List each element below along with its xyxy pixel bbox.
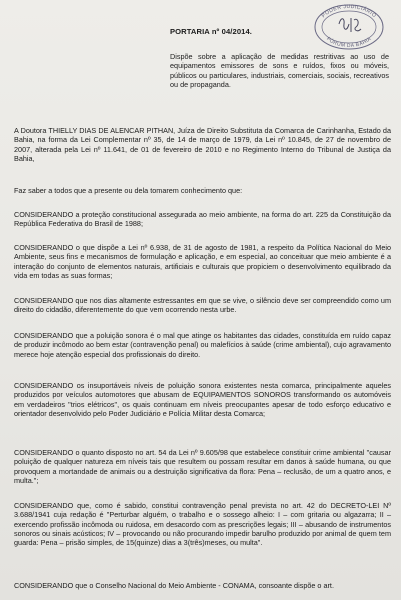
considerando-8: CONSIDERANDO que o Conselho Nacional do Meio Ambiente - CONAMA, consoante dispõe o art. bbox=[14, 581, 334, 590]
svg-text:PODER JUDICIÁRIO: PODER JUDICIÁRIO bbox=[320, 3, 378, 20]
considerando-1: CONSIDERANDO a proteção constitucional assegurada ao meio ambiente, na forma do art. 225 da Constituição da República Federativa do Brasil de 1988; bbox=[14, 210, 391, 229]
ementa-paragraph: Dispõe sobre a aplicação de medidas restritivas ao uso de equipamentos emissores de sons e ruídos, fixos ou móveis, públicos ou particulares, industriais, comerciais, sociais, recreativos ou de propaganda. bbox=[170, 52, 389, 90]
considerando-5: CONSIDERANDO os insuportáveis níveis de poluição sonora existentes nesta comarca, principalmente aqueles produzidos por veículos automotores que abusam de EQUIPAMENTOS SONOROS transformando os automóveis em verdadeiros "trios elétricos", os quais continuam em níveis preocupantes apesar de todo esforço educativo e orientador desenvolvido pelo Poder Judiciário e Polícia Militar desta Comarca; bbox=[14, 381, 391, 418]
considerando-7: CONSIDERANDO que, como é sabido, constitui contravenção penal prevista no art. 42 do DECRETO-LEI Nº 3.688/1941 cuja redação é "Perturbar alguém, o trabalho e o sossego alheio: I – com gritaria ou algazarra; II – exercendo profissão incômoda ou ruidosa, em desacordo com as prescrições legais; III – abusando de instrumentos sonoros ou sinais acústicos; IV – provocando ou não procurando impedir barulho produzido por animal de quem tem guarda: Pena – prisão simples, de 15(quinze) dias a 3(três)meses, ou multa". bbox=[14, 501, 391, 548]
page-title: PORTARIA nº 04/2014. bbox=[170, 27, 253, 36]
considerando-2: CONSIDERANDO o que dispõe a Lei nº 6.938, de 31 de agosto de 1981, a respeito da Política Nacional do Meio Ambiente, seus fins e mecanismos de formulação e aplicação, e em especial, ao conceituar que meio ambiente é a interação do conjunto de elementos naturais, artificiais e culturais que propiciem o desenvolvimento equilibrado da vida em todas as suas formas; bbox=[14, 243, 391, 280]
considerando-6: CONSIDERANDO o quanto disposto no art. 54 da Lei nº 9.605/98 que estabelece constituir crime ambiental "causar poluição de qualquer natureza em níveis tais que resultem ou possam resultar em danos à saúde humana, ou que provoquem a mortandade de animais ou a destruição significativa da flora: Pena – reclusão, de um a quatro anos, e multa."; bbox=[14, 448, 391, 485]
svg-text:FÓRUM DA BAHIA: FÓRUM DA BAHIA bbox=[325, 36, 373, 50]
intro-paragraph: A Doutora THIELLY DIAS DE ALENCAR PITHAN, Juíza de Direito Substituta da Comarca de Carinhanha, Estado da Bahia, na forma da Lei Complementar nº 35, de 14 de março de 1979, da Lei nº 10.845, de 27 de novembro de 2007, alterada pela Lei nº 11.641, de 01 de fevereiro de 2010 e no Regimento Interno do Tribunal de Justiça da Bahia, bbox=[14, 126, 391, 163]
court-stamp bbox=[312, 2, 386, 52]
faz-saber-paragraph: Faz saber a todos que a presente ou dela tomarem conhecimento que: bbox=[14, 186, 243, 195]
stamp-icon bbox=[312, 2, 386, 52]
considerando-3: CONSIDERANDO que nos dias altamente estressantes em que se vive, o silêncio deve ser compreendido como um direito do cidadão, diferentemente do que vem ocorrendo nesta urbe. bbox=[14, 296, 391, 315]
considerando-4: CONSIDERANDO que a poluição sonora é o mal que atinge os habitantes das cidades, constituída em ruído capaz de produzir incômodo ao bem estar (contravenção penal) ou malefícios à saúde (crime ambiental), cujo agravamento merece hoje atenção especial dos profissionais do direito. bbox=[14, 331, 391, 359]
